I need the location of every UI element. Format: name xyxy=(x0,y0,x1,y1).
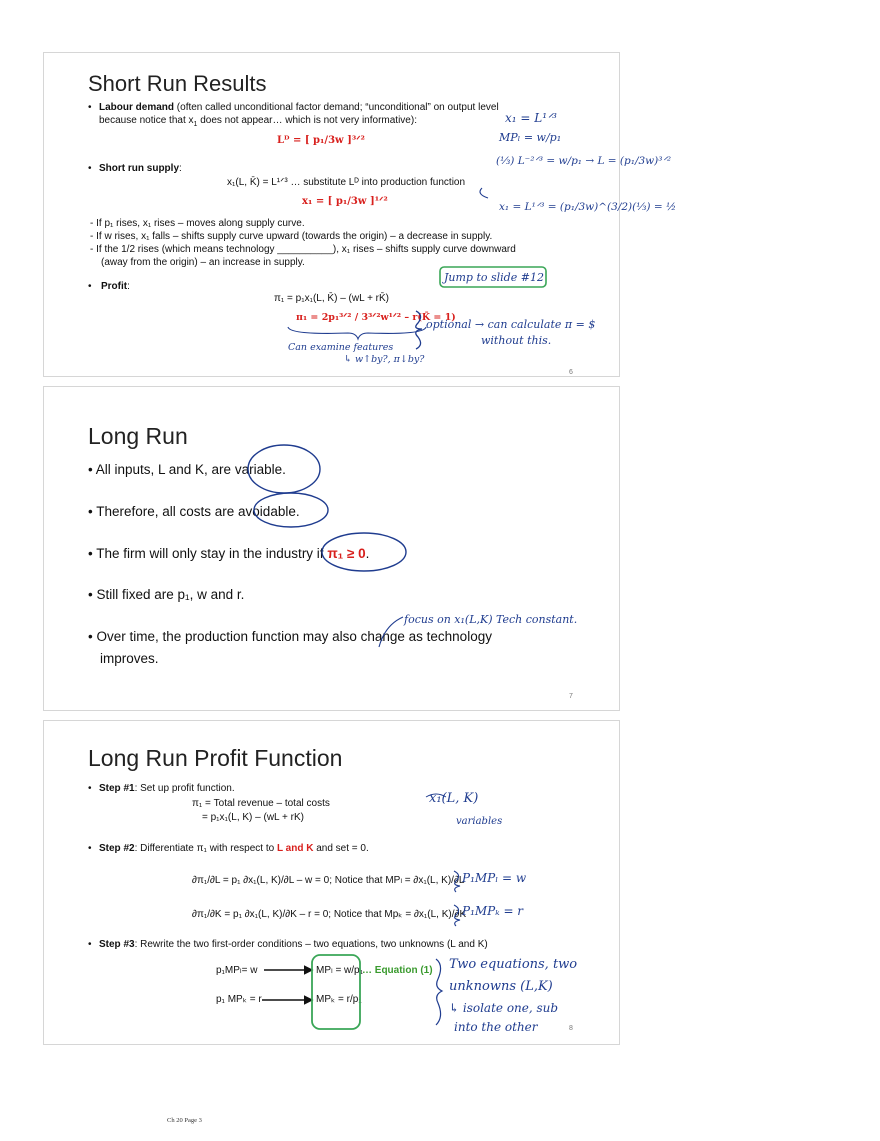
supply-colon: : xyxy=(179,163,182,174)
slide-title: Long Run Profit Function xyxy=(88,745,343,771)
bullet-text: Over time, the production function may also change as technology xyxy=(96,629,492,644)
bullet-stay-condition: • The firm will only stay in the industry if π₁ ≥ 0. xyxy=(88,546,370,561)
bullet-dot: • xyxy=(88,163,92,174)
bullet-text: . xyxy=(365,546,370,561)
handwritten-note: x₁(L, K) xyxy=(429,791,479,806)
profit-label: Profit xyxy=(101,281,128,292)
w-rise-text: - If w rises, x₁ falls – shifts supply curve upward (towards the origin) – a decrease in supply. xyxy=(90,231,493,242)
handwritten-note: optional → can calculate π = $ xyxy=(426,318,596,331)
profit-equation: π₁ = 2p₁³ᐟ² / 3³ᐟ²w¹ᐟ² – r(K̄ = 1) xyxy=(296,312,456,323)
row2-left: p₁ MPₖ = r xyxy=(216,994,262,1005)
labour-demand-text2: because notice that x xyxy=(99,115,194,126)
brace-ink xyxy=(436,959,442,1025)
profit-condition: π₁ ≥ 0 xyxy=(327,546,366,561)
subscript: 1 xyxy=(193,121,198,128)
page-number: 6 xyxy=(569,369,573,376)
handwritten-note: P₁MPₗ = w xyxy=(462,871,527,885)
bullet-technology: • Over time, the production function may also change as technology xyxy=(88,629,492,644)
tech-rise-text-2: (away from the origin) – an increase in supply. xyxy=(101,257,305,268)
labour-demand-line xyxy=(99,102,499,113)
jump-note: Jump to slide #12 xyxy=(444,271,544,284)
page-footer: Ch 20 Page 3 xyxy=(167,1117,202,1124)
arrow-ink xyxy=(480,188,488,198)
bullet-text: All inputs, L and K, are variable. xyxy=(95,462,286,477)
handwritten-note: ↳ w↑by?, π↓by? xyxy=(344,354,425,365)
slide-long-run xyxy=(43,386,620,711)
step-text: : Rewrite the two first-order conditions – two equations, two unknowns (L and K) xyxy=(134,939,488,950)
slide-title: Short Run Results xyxy=(88,71,267,96)
supply-label: Short run supply xyxy=(99,163,179,174)
row1-right: MPₗ = w/p₁ xyxy=(316,965,363,976)
step3-line xyxy=(99,939,488,950)
supply-line xyxy=(99,163,182,174)
handwritten-note: focus on x₁(L,K) Tech constant. xyxy=(404,613,578,626)
tech-rise-text: - If the 1/2 rises (which means technology __________), x₁ rises – shifts supply curve downward xyxy=(90,244,516,255)
profit-colon: : xyxy=(127,281,130,292)
step1-function: = p₁x₁(L, K) – (wL + rK) xyxy=(202,812,304,823)
supply-equation: x₁ = [ p₁/3w ]¹ᐟ² xyxy=(302,196,388,207)
handwritten-note: into the other xyxy=(454,1020,538,1034)
slide-short-run-results xyxy=(43,52,677,377)
handwritten-note: variables xyxy=(456,816,503,827)
bullet-technology-2: improves. xyxy=(100,651,159,666)
bullet-dot: • xyxy=(88,281,92,292)
step-text: and set = 0. xyxy=(313,843,369,854)
row2-right: MPₖ = r/p₁ xyxy=(316,994,362,1005)
step-text: : Differentiate π₁ with respect to xyxy=(134,843,277,854)
underbrace-ink xyxy=(288,327,426,339)
bullet-text: The firm will only stay in the industry if xyxy=(96,546,328,561)
page-number: 7 xyxy=(569,693,573,700)
handwritten-note: ↳ isolate one, sub xyxy=(449,1001,559,1015)
handwritten-note: Two equations, two xyxy=(449,957,578,972)
step1-revenue: π₁ = Total revenue – total costs xyxy=(192,798,330,809)
handwritten-note: unknowns (L,K) xyxy=(449,979,553,994)
step-label: Step #3 xyxy=(99,939,135,950)
step1-line xyxy=(99,783,235,794)
bullet-dot: • xyxy=(88,843,92,854)
bullet-fixed: • Still fixed are p₁, w and r. xyxy=(88,587,245,602)
step2-line xyxy=(99,843,369,854)
p1-rise-text: - If p₁ rises, x₁ rises – moves along supply curve. xyxy=(90,218,305,229)
step-label: Step #2 xyxy=(99,843,135,854)
labour-demand-text: (often called unconditional factor demand; “unconditional” on output level xyxy=(176,102,499,113)
handwritten-note: x₁ = L¹ᐟ³ = (p₁/3w)^(3/2)(⅓) = ½ xyxy=(499,201,677,213)
handwritten-note: x₁ = L¹ᐟ³ xyxy=(505,111,557,125)
foc-k: ∂π₁/∂K = p₁ ∂x₁(L, K)/∂K – r = 0; Notice that Mpₖ = ∂x₁(L, K)/∂K xyxy=(192,909,467,920)
handwritten-note: (⅓) L⁻²ᐟ³ = w/p₁ → L = (p₁/3w)³ᐟ² xyxy=(496,155,672,167)
bullet-text: Therefore, all costs are avoidable. xyxy=(96,504,300,519)
bullet-dot: • xyxy=(88,783,92,794)
handwritten-note: without this. xyxy=(481,334,552,347)
step-label: Step #1 xyxy=(99,783,135,794)
profit-function: π₁ = p₁x₁(L, K̄) – (wL + rK̄) xyxy=(274,293,390,304)
page-number: 8 xyxy=(569,1025,573,1032)
step-text: : Set up profit function. xyxy=(134,783,235,794)
equation-1-label: … Equation (1) xyxy=(362,965,433,976)
bullet-avoidable: • Therefore, all costs are avoidable. xyxy=(88,504,300,519)
supply-function: x₁(L, K̄) = L¹ᐟ³ … substitute Lᴰ into production function xyxy=(227,177,466,188)
handwritten-note: P₁MPₖ = r xyxy=(462,904,524,918)
foc-l: ∂π₁/∂L = p₁ ∂x₁(L, K)/∂L – w = 0; Notice that MPₗ = ∂x₁(L, K)/∂L xyxy=(192,875,465,886)
handwritten-note: MPₗ = w/p₁ xyxy=(499,131,562,144)
row1-left: p₁MPₗ= w xyxy=(216,965,258,976)
labour-demand-text3: does not appear… which is not very informative): xyxy=(197,115,417,126)
bullet-variable: • All inputs, L and K, are variable. xyxy=(88,462,286,477)
highlight: L and K xyxy=(276,843,314,854)
slide-title: Long Run xyxy=(88,423,188,449)
profit-line xyxy=(101,281,130,292)
bullet-text: Still fixed are p₁, w and r. xyxy=(96,587,245,602)
slide-long-run-profit-function xyxy=(43,720,620,1045)
bullet-dot: • xyxy=(88,102,92,113)
handwritten-note: Can examine features xyxy=(288,342,394,353)
labour-demand-label: Labour demand xyxy=(99,102,175,113)
labour-demand-equation: Lᴰ = [ p₁/3w ]³ᐟ² xyxy=(277,135,365,146)
bullet-dot: • xyxy=(88,939,92,950)
labour-demand-line-2 xyxy=(99,115,417,128)
